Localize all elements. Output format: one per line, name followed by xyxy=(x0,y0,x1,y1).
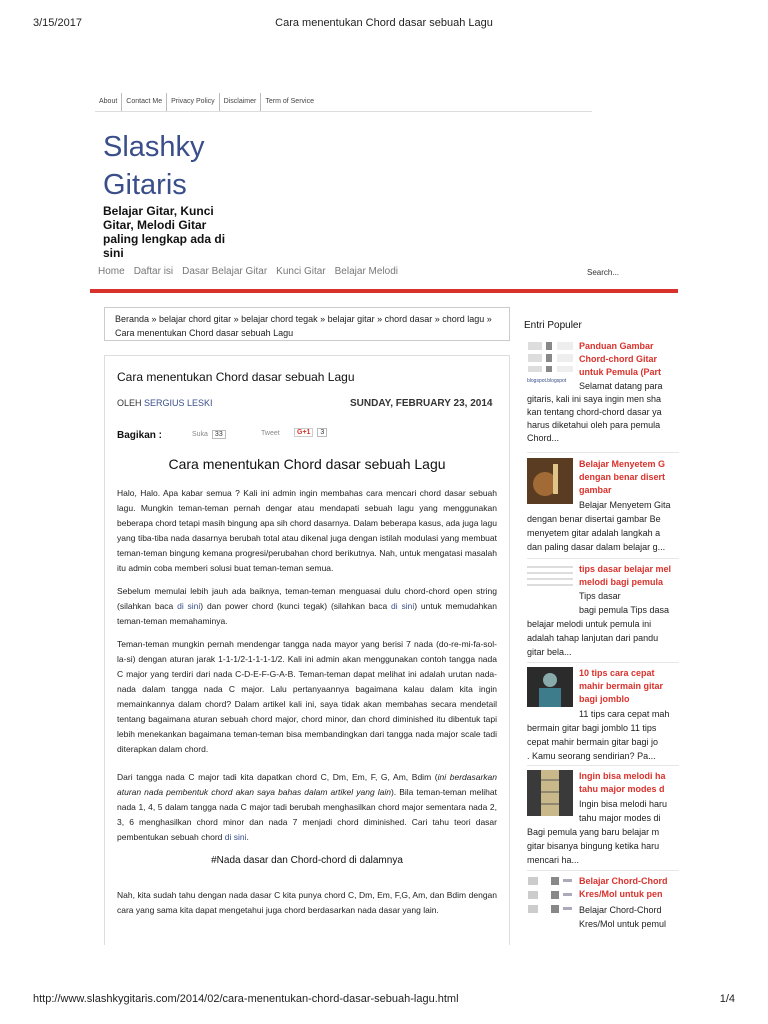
popular-post-5-link[interactable]: Ingin bisa melodi ha tahu major modes d xyxy=(579,771,666,794)
popular-post-2-text-3: menyetem gitar adalah langkah a xyxy=(527,528,661,538)
like-count: 33 xyxy=(212,430,226,439)
post-author xyxy=(117,398,213,408)
popular-post-4-link[interactable]: 10 tips cara cepat mahir bermain gitar bagi jomblo xyxy=(579,668,664,704)
popular-post-3[interactable] xyxy=(527,563,679,663)
popular-post-6[interactable] xyxy=(527,875,679,935)
popular-post-1-text-4: harus diketahui oleh para pemula xyxy=(527,420,661,430)
nav-divider-bar xyxy=(90,289,678,293)
top-nav-contact[interactable]: Contact Me xyxy=(122,93,167,111)
popular-post-3-text-5: gitar bela... xyxy=(527,647,572,657)
popular-post-6-link[interactable]: Belajar Chord-Chord Kres/Mol untuk pen xyxy=(579,876,668,899)
post-date: SUNDAY, FEBRUARY 23, 2014 xyxy=(350,398,493,409)
popular-post-4-text-2: bermain gitar bagi jomblo 11 tips xyxy=(527,723,657,733)
chord-chart-thumbnail xyxy=(527,875,573,917)
sidebar-divider xyxy=(527,662,679,663)
post-subheading: #Nada dasar dan Chord-chord di dalamnya xyxy=(211,855,403,866)
popular-post-1-text-2: gitaris, kali ini saya ingin men sha xyxy=(527,394,662,404)
p4-text-a: Dari tangga nada C major tadi kita dapatkan chord C, Dm, Em, F, G, Am, Bdim ( xyxy=(117,772,438,782)
melody-tab-thumbnail xyxy=(527,563,573,593)
link-chord-theory[interactable]: di sini xyxy=(224,832,247,842)
popular-post-1-link[interactable]: Panduan Gambar Chord-chord Gitar untuk Pemula (Part xyxy=(579,341,662,377)
site-title-line1: Slashky xyxy=(103,131,205,163)
post-paragraph-3: Teman-teman mungkin pernah mendengar tangga nada mayor yang berisi 7 nada (do-re-mi-fa-sol-la-si) dengan aturan jarak 1-1-1/2-1-1-1-1/2. Kali ini admin akan menggunakan contoh tangga nada C major yang terdiri dari nada C-D-E-F-G-A-B. Teman-teman dapat melihat ini adalah urutan nada-nada dalam tangga nada C major. Lalu pertanyaannya bagaimana kalau dalam kita ingin memainkannya dalam chord? Dalam artikel kali ini, saya tidak akan membahas secara mendetail tentang bagaimana aturan sebuah chord major, chord minor, dan chord diminished itu dibentuk tapi lebih menekankan bagaimana teman-teman bisa membandingkan dari tangga nada major scale tadi diterapkan dalam chord. xyxy=(117,639,497,754)
like-button[interactable] xyxy=(192,430,226,439)
popular-post-4[interactable] xyxy=(527,667,679,767)
link-power-chord[interactable]: di sini xyxy=(391,601,415,611)
post-title[interactable]: Cara menentukan Chord dasar sebuah Lagu xyxy=(117,370,355,384)
p4-text-c: . xyxy=(246,832,249,842)
sidebar-divider xyxy=(527,452,679,453)
sidebar-divider xyxy=(527,558,679,559)
author-link[interactable]: SERGIUS LESKI xyxy=(144,398,213,408)
site-description: Belajar Gitar, Kunci Gitar, Melodi Gitar paling lengkap ada di sini xyxy=(103,204,226,260)
post-paragraph-5: Nah, kita sudah tahu dengan nada dasar C kita punya chord C, Dm, Em, F,G, Am, dan Bdim dengan cara yang sama kita dapat mengetahui juga chord berdasarkan nada dasar yang lain. xyxy=(117,890,497,915)
chord-diagram-thumbnail xyxy=(527,340,575,374)
print-date: 3/15/2017 xyxy=(33,17,82,29)
thumb-caption: blogspot.blogspot xyxy=(527,378,567,384)
popular-post-1-text-3: kan tentang chord-chord dasar ya xyxy=(527,407,662,417)
gplus-count: 3 xyxy=(317,428,327,437)
popular-post-6-text-1: Belajar Chord-Chord xyxy=(579,905,662,915)
p2-text-c: ) untuk memudahkan teman-teman memahaminya. xyxy=(117,601,498,626)
post-paragraph-4 xyxy=(117,770,497,845)
main-nav-belajar-melodi[interactable]: Belajar Melodi xyxy=(334,266,399,277)
popular-post-2-text-1: Belajar Menyetem Gita xyxy=(579,500,671,510)
popular-post-2-text-2: dengan benar disertai gambar Be xyxy=(527,514,661,524)
print-page-number: 1/4 xyxy=(719,993,735,1005)
popular-post-3-text-4: adalah tahap lanjutan dari pandu xyxy=(527,633,659,643)
popular-post-4-text-1: 11 tips cara cepat mah xyxy=(579,709,670,719)
main-nav-home[interactable]: Home xyxy=(98,266,125,277)
top-nav-disclaimer[interactable]: Disclaimer xyxy=(220,93,262,111)
p2-text-b: ) dan power chord (kunci tegak) (silahkan baca xyxy=(200,601,392,611)
popular-post-3-link[interactable]: tips dasar belajar mel melodi bagi pemula xyxy=(579,564,672,587)
popular-post-5-text-2: tahu major modes di xyxy=(579,813,661,823)
p4-italic: ini berdasarkan aturan nada pembentuk chord akan saya bahas dalam artikel yang lain xyxy=(117,772,497,797)
popular-post-5-text-5: mencari ha... xyxy=(527,855,580,865)
popular-post-2[interactable] xyxy=(527,458,679,558)
popular-post-4-text-4: . Kamu seorang sendirian? Pa... xyxy=(527,751,656,761)
popular-post-3-text-2: bagi pemula Tips dasa xyxy=(579,605,670,615)
main-nav-daftar-isi[interactable]: Daftar isi xyxy=(133,266,174,277)
sidebar-divider xyxy=(527,870,679,871)
print-page-title: Cara menentukan Chord dasar sebuah Lagu xyxy=(275,17,493,29)
tweet-button[interactable]: Tweet xyxy=(261,430,280,437)
search-input[interactable]: Search... xyxy=(587,268,620,277)
post-paragraph-1: Halo, Halo. Apa kabar semua ? Kali ini admin ingin membahas cara mencari chord dasar sebuah lagu. Mungkin teman-teman pernah dengar atau mendapati sebuah lagu yang menggunakan beberapa chord tetapi masih bingung apa sih chord dasarnya. Dalam beberapa kasus, ada juga lagu yang tiba-tiba nada dasarnya berubah total atau dikenal juga dengan istilah modulasi yang membuat teman-teman bingung kemana progresi/perubahan chord berikutnya. Nah, untuk mengatasi masalah itu admin coba memberi solusi buat teman-teman semua. xyxy=(117,488,497,573)
sidebar-title: Entri Populer xyxy=(524,320,582,331)
top-nav-divider xyxy=(95,111,592,112)
site-title-line2: Gitaris xyxy=(103,169,187,201)
popular-post-4-text-3: cepat mahir bermain gitar bagi jo xyxy=(527,737,659,747)
author-prefix: OLEH xyxy=(117,398,142,408)
guitar-tuning-thumbnail xyxy=(527,458,573,504)
popular-post-1-text-5: Chord... xyxy=(527,433,560,443)
popular-post-5[interactable] xyxy=(527,770,679,868)
print-url: http://www.slashkygitaris.com/2014/02/cara-menentukan-chord-dasar-sebuah-lagu.html xyxy=(33,993,459,1005)
popular-post-5-text-1: Ingin bisa melodi haru xyxy=(579,799,668,809)
sidebar-divider xyxy=(527,765,679,766)
popular-post-3-text-3: belajar melodi untuk pemula ini xyxy=(527,619,652,629)
popular-post-5-text-3: Bagi pemula yang baru belajar m xyxy=(527,827,660,837)
top-nav-about[interactable]: About xyxy=(95,93,122,111)
site-title[interactable] xyxy=(103,128,263,204)
popular-post-1[interactable] xyxy=(527,340,679,448)
popular-post-5-text-4: gitar bisanya bingung ketika haru xyxy=(527,841,660,851)
main-nav-dasar-belajar-gitar[interactable]: Dasar Belajar Gitar xyxy=(182,266,268,277)
share-label: Bagikan : xyxy=(117,430,163,441)
p4-text-b: ). Bila teman-teman melihat nada 1, 4, 5 dalam tangga nada C major tadi berubah menghasilkan chord major sementara nada 2, 3, 6 menghasilkan chord minor dan nada 7 menjadi chord diminished. Cari tahu teori dasar pembentukan sebuah chord xyxy=(117,787,497,842)
popular-post-2-text-4: dan paling dasar dalam belajar g... xyxy=(527,542,666,552)
fretboard-photo-thumbnail xyxy=(527,770,573,816)
link-open-string[interactable]: di sini xyxy=(177,601,201,611)
gplus-icon: G+1 xyxy=(294,428,313,437)
main-nav xyxy=(98,266,407,277)
like-label: Suka xyxy=(192,431,208,438)
p2-text-a: Sebelum memulai lebih jauh ada baiknya, teman-teman menguasai dulu chord-chord open string (silahkan baca xyxy=(117,586,497,611)
top-nav-terms[interactable]: Term of Service xyxy=(265,98,314,105)
post-heading: Cara menentukan Chord dasar sebuah Lagu xyxy=(168,456,446,472)
guitarist-photo-thumbnail xyxy=(527,667,573,707)
popular-post-1-text-1: Selamat datang para xyxy=(579,381,663,391)
top-nav xyxy=(95,93,318,111)
gplus-button[interactable] xyxy=(294,428,327,437)
popular-post-3-text-1: Tips dasar xyxy=(579,591,621,601)
main-nav-kunci-gitar[interactable]: Kunci Gitar xyxy=(276,266,326,277)
popular-post-6-text-2: Kres/Mol untuk pemul xyxy=(579,919,667,929)
popular-post-2-link[interactable]: Belajar Menyetem G dengan benar disert gambar xyxy=(579,459,666,495)
breadcrumb[interactable]: Beranda » belajar chord gitar » belajar chord tegak » belajar gitar » chord dasar » chord lagu » Cara menentukan Chord dasar sebuah Lagu xyxy=(104,307,510,341)
post-paragraph-2 xyxy=(117,584,497,629)
top-nav-privacy[interactable]: Privacy Policy xyxy=(167,93,220,111)
